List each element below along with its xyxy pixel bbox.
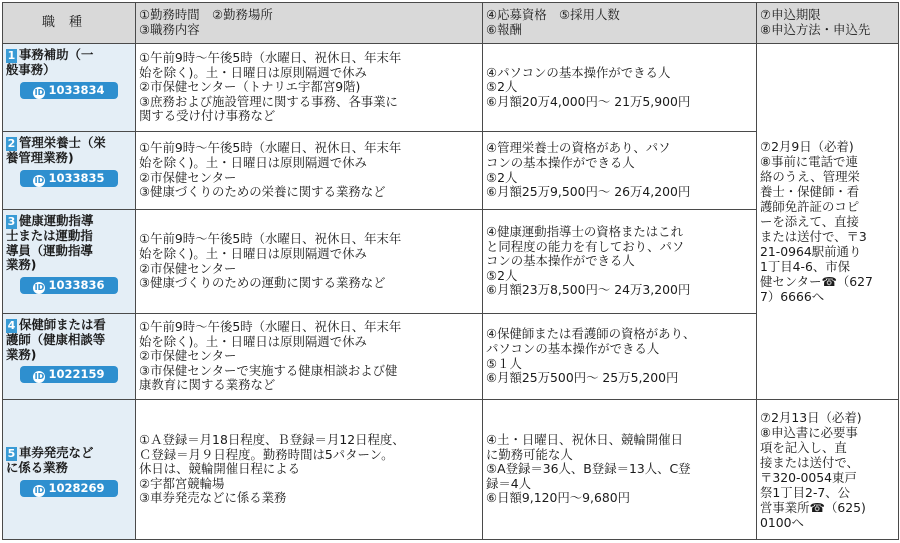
job-number: 3 [7,215,16,228]
job-cell: 2 管理栄養士（栄 養管理業務) ID 1033835 [3,132,136,210]
quals-cell: ④土・日曜日、祝休日、競輪開催日 に勤務可能な人 ⑤A登録＝36人、B登録＝13人、C登 録＝4人 ⑥日額9,120円～9,680円 [483,400,757,540]
id-icon: ID [34,282,45,292]
header-qualifications: ④応募資格 ⑤採用人数 ⑥報酬 [483,3,757,44]
job-id-badge: ID 1028269 [20,480,118,497]
duties-cell: ①午前9時～午後5時（水曜日、祝休日、年末年 始を除く)。土・日曜日は原則隔週で休み ②市保健センター ③市保健センターで実施する健康相談および健 康教育に関する業務など [136,314,483,400]
job-cell: 3 健康運動指導 士または運動指 導員（運動指導 業務) ID 1033836 [3,210,136,314]
quals-cell: ④保健師または看護師の資格があり、 パソコンの基本操作ができる人 ⑤１人 ⑥月額25万500円～ 25万5,200円 [483,314,757,400]
job-id-badge: ID 1033836 [20,277,118,294]
job-cell: 5 車券発売など に係る業務 ID 1028269 [3,400,136,540]
job-id-badge: ID 1033834 [20,82,118,99]
quals-cell: ④健康運動指導士の資格またはこれ と同程度の能力を有しており、パソ コンの基本操作ができる人 ⑤2人 ⑥月額23万8,500円～ 24万3,200円 [483,210,757,314]
job-cell: 4 保健師または看 護師（健康相談等 業務) ID 1022159 [3,314,136,400]
header-duties: ①勤務時間 ②勤務場所 ③職務内容 [136,3,483,44]
duties-cell: ①午前9時～午後5時（水曜日、祝休日、年末年 始を除く)。土・日曜日は原則隔週で休み ②市保健センター ③健康づくりのための栄養に関する業務など [136,132,483,210]
id-icon: ID [34,372,45,382]
duties-cell: ①午前9時～午後5時（水曜日、祝休日、年末年 始を除く)。土・日曜日は原則隔週で休み ②市保健センター ③健康づくりのための運動に関する業務など [136,210,483,314]
id-icon: ID [34,87,45,97]
table-row [3,400,899,540]
table-header-row [3,3,899,44]
job-number: 1 [7,49,16,62]
job-number: 2 [7,137,16,150]
header-application: ⑦申込期限 ⑧申込方法・申込先 [757,3,899,44]
duties-cell: ①Ａ登録＝月18日程度、Ｂ登録＝月12日程度、 Ｃ登録＝月９日程度。勤務時間は5パターン。 休日は、競輪開催日程による ②宇都宮競輪場 ③車券発売などに係る業務 [136,400,483,540]
id-icon: ID [34,485,45,495]
job-number: 4 [7,319,16,332]
quals-cell: ④管理栄養士の資格があり、パソ コンの基本操作ができる人 ⑤2人 ⑥月額25万9,500円～ 26万4,200円 [483,132,757,210]
job-cell: 1 事務補助（一 般事務） ID 1033834 [3,44,136,132]
id-icon: ID [34,175,45,185]
job-table [2,2,899,540]
job-id-badge: ID 1022159 [20,366,118,383]
job-number: 5 [7,447,16,461]
duties-cell: ①午前9時～午後5時（水曜日、祝休日、年末年 始を除く)。土・日曜日は原則隔週で休み ②市保健センター（トナリエ宇都宮9階) ③庶務および施設管理に関する事務、各事業に 関する受け付け事務など [136,44,483,132]
application-cell: ⑦2月9日（必着) ⑧事前に電話で連 絡のうえ、管理栄 養士・保健師・看 護師免許証のコピ ーを添えて、直接 または送付で、〒3 21-0964駅前通り 1丁目4-6、市保 健センター☎（627 7）6666へ [757,44,899,400]
header-job: 職種 [3,3,136,44]
table-row [3,44,899,132]
application-cell: ⑦2月13日（必着) ⑧申込書に必要事 項を記入し、直 接または送付で、 〒320-0054東戸 祭1丁目2-7、公 営事業所☎（625) 0100へ [757,400,899,540]
job-id-badge: ID 1033835 [20,170,118,187]
quals-cell: ④パソコンの基本操作ができる人 ⑤2人 ⑥月額20万4,000円～ 21万5,900円 [483,44,757,132]
